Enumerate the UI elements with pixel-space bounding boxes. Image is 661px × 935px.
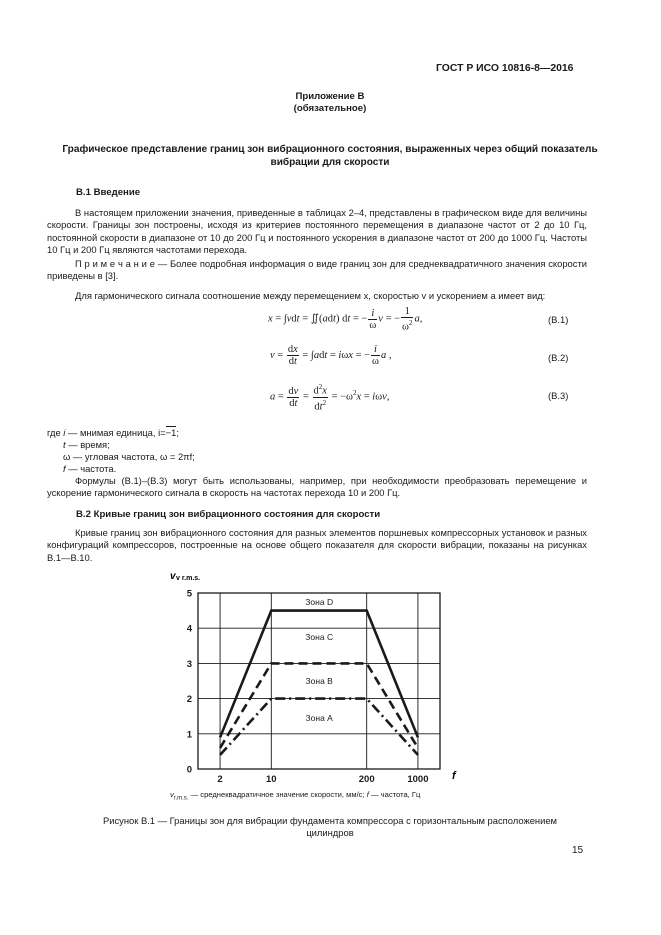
standard-header: ГОСТ Р ИСО 10816-8—2016 [436, 63, 574, 74]
equation-b2: v = $\frac{dx}{dt}$ = ∫adt = iωx = − $\frac{i}{\omega}$ a , [270, 344, 392, 367]
annex-status: (обязательное) [293, 103, 367, 114]
figure-caption-line1: Рисунок В.1 — Границы зон для вибрации фундамента компрессора с горизонтальным расположением [102, 815, 557, 826]
legend-omega: ω — угловая частота, ω = 2πf; [63, 451, 195, 462]
zone-label: Зона C [305, 632, 334, 642]
legend-t: t — время; [63, 439, 110, 450]
x-tick-label: 10 [266, 774, 277, 785]
section-b1-heading: В.1 Введение [76, 187, 141, 198]
section-b2-para: Кривые границ зон вибрационного состояния для разных элементов поршневых компрессорных установок и разных конфигураций компрессоров, построенные на основе общего показателя для скорости вибрации, показаны на рисунках В.1—В.10. [47, 527, 587, 563]
legend-i: где i — мнимая единица, i=−1; [47, 427, 179, 438]
y-tick-label: 0 [186, 764, 192, 776]
y-tick-label: 4 [186, 623, 192, 635]
section-b2-heading: В.2 Кривые границ зон вибрационного состояния для скорости [76, 509, 381, 520]
section-b1-para1: В настоящем приложении значения, приведенные в таблицах 2–4, представлены в графическом виде для величины скорости. Границы зон построены, исходя из критериев постоянного перемещения в диапазоне частот от 2 до 10 Гц, постоянной скорости в диапазоне от 10 до 200 Гц и постоянного ускорения в диапазоне частот от 200 до 1000 Гц. Частоты 10 Гц и 200 Гц являются частотами перехода. [47, 207, 587, 256]
y-tick-label: 2 [186, 694, 192, 706]
chart-annotations [305, 597, 333, 723]
zone-label: Зона D [305, 596, 334, 607]
x-tick-label: 200 [358, 774, 375, 785]
equation-b1-number: (В.1) [548, 314, 569, 325]
x-tick-label: 2 [217, 774, 223, 785]
equation-b3-number: (В.3) [548, 390, 569, 401]
section-b1-note [47, 258, 587, 283]
legend-f: f — частота. [63, 463, 117, 474]
series-line [220, 699, 418, 755]
x-tick-label: 1000 [407, 774, 429, 785]
note-text: — Более подробная информация о виде границ зон для среднеквадратичного значения скорости приведены в [3]. [47, 258, 587, 282]
figure-caption-line2: цилиндров [306, 827, 354, 838]
para-formulas: Формулы (В.1)–(В.3) могут быть использованы, например, при необходимости преобразовать перемещение и ускорение гармонического сигнала в скорость на частотах перехода 10 и 200 Гц. [47, 475, 587, 499]
main-title: Графическое представление границ зон вибрационного состояния, выраженных через общий показатель вибрации для скорости [62, 144, 598, 168]
zone-label: Зона A [305, 712, 333, 723]
page-number: 15 [572, 845, 584, 856]
note-label: П р и м е ч а н и е [75, 258, 155, 269]
x-axis-label: f [452, 770, 456, 782]
chart-ticks [187, 589, 429, 786]
y-tick-label: 5 [186, 588, 192, 600]
equation-b1: x = ∫vdt = ∬(adt) dt = − $\frac{i}{\omega}$ v = − $\frac{1}{\omega^2}$ a, [268, 306, 423, 333]
equation-b2-number: (В.2) [548, 352, 569, 363]
y-tick-label: 1 [186, 729, 192, 741]
annex-title: Приложение В [295, 91, 365, 102]
figure-legend: $v_{r.m.s.}$ — среднеквадратичное значение скорости, мм/с; f — частота, Гц [170, 790, 421, 802]
section-b1-para2: Для гармонического сигнала соотношение между перемещением x, скоростью v и ускорением a имеет вид: [75, 290, 546, 301]
y-tick-label: 3 [186, 658, 192, 670]
y-axis-label [170, 571, 200, 582]
zone-label: Зона B [305, 676, 333, 686]
equation-b3: a = $\frac{dv}{dt}$ = $\frac{d^2x}{dt^2}$ = $-\omega^2x = i\omega v$, [270, 383, 390, 412]
y-axis-label-sub: v r.m.s. [176, 575, 201, 582]
zone-chart [150, 565, 470, 790]
y-axis-label-v: v [170, 571, 176, 582]
